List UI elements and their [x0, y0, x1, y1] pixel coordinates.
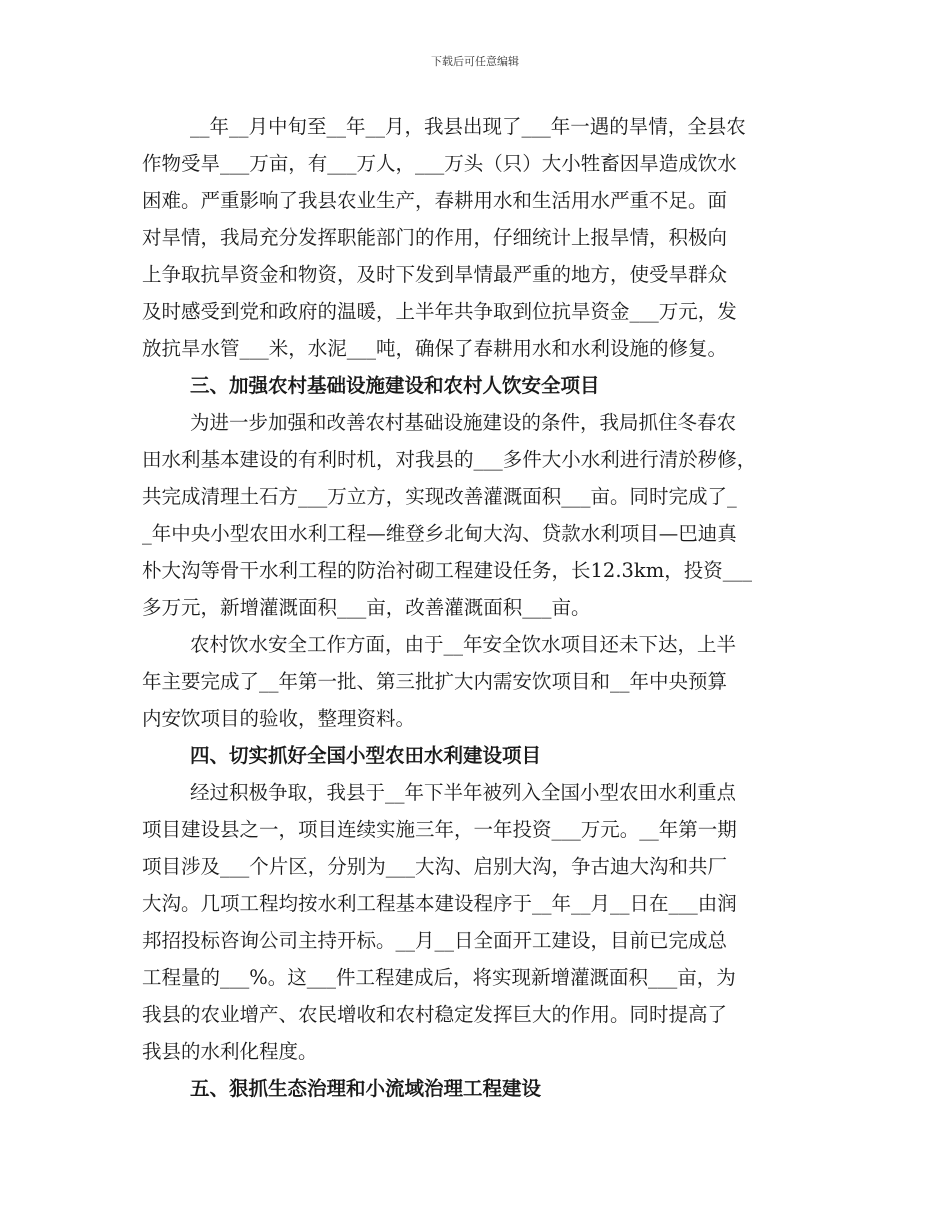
paragraph-line: _年中央小型农田水利工程—维登乡北甸大沟、贷款水利项目—巴迪真 [142, 522, 737, 545]
paragraph-line: 年主要完成了__年第一批、第三批扩大内需安饮项目和__年中央预算 [142, 670, 728, 693]
paragraph-line: 多万元，新增灌溉面积___亩，改善灌溉面积___亩。 [142, 596, 591, 619]
paragraph-line: 田水利基本建设的有利时机，对我县的___多件大小水利进行清於秽修， [142, 448, 757, 471]
paragraph-line: 困难。严重影响了我县农业生产，春耕用水和生活用水严重不足。面 [142, 189, 728, 212]
paragraph-line: 农村饮水安全工作方面，由于__年安全饮水项目还未下达，上半 [190, 633, 737, 656]
paragraph-line: 及时感受到党和政府的温暖，上半年共争取到位抗旱资金___万元，发 [142, 300, 737, 323]
paragraph-line: 共完成清理土石方___万立方，实现改善灌溉面积___亩。同时完成了_ [142, 485, 737, 508]
paragraph-line: 对旱情，我局充分发挥职能部门的作用，仔细统计上报旱情，积极向 [142, 226, 728, 249]
paragraph-line: __年__月中旬至__年__月，我县出现了___年一遇的旱情，全县农 [190, 115, 746, 138]
paragraph-line: 为进一步加强和改善农村基础设施建设的条件，我局抓住冬春农 [190, 411, 737, 434]
paragraph-line: 工程量的___%。这___件工程建成后，将实现新增灌溉面积___亩，为 [142, 966, 736, 989]
paragraph-line: 项目涉及___个片区，分别为___大沟、启别大沟，争古迪大沟和共厂 [142, 855, 728, 878]
paragraph-line: 项目建设县之一，项目连续实施三年，一年投资___万元。__年第一期 [142, 818, 737, 841]
paragraph-line: 内安饮项目的验收，整理资料。 [142, 707, 416, 730]
paragraph-line: 经过积极争取，我县于__年下半年被列入全国小型农田水利重点 [190, 781, 737, 804]
paragraph-line: 我县的农业增产、农民增收和农村稳定发挥巨大的作用。同时提高了 [142, 1003, 728, 1026]
section-heading: 三、加强农村基础设施建设和农村人饮安全项目 [190, 374, 600, 397]
paragraph-line: 朴大沟等骨干水利工程的防治衬砌工程建设任务，长12.3km，投资___ [142, 559, 752, 582]
paragraph-line: 邦招投标咨询公司主持开标。__月__日全面开工建设，目前已完成总 [142, 929, 728, 952]
paragraph-line: 作物受旱___万亩，有___万人，___万头（只）大小牲畜因旱造成饮水 [142, 152, 737, 175]
paragraph-line: 大沟。几项工程均按水利工程基本建设程序于__年__月__日在___由润 [142, 892, 737, 915]
paragraph-line: 上争取抗旱资金和物资，及时下发到旱情最严重的地方，使受旱群众 [142, 263, 728, 286]
section-heading: 五、狠抓生态治理和小流域治理工程建设 [190, 1077, 542, 1100]
paragraph-line: 放抗旱水管___米，水泥___吨，确保了春耕用水和水利设施的修复。 [142, 337, 728, 360]
page-header: 下载后可任意编辑 [431, 55, 519, 68]
paragraph-line: 我县的水利化程度。 [142, 1040, 318, 1063]
section-heading: 四、切实抓好全国小型农田水利建设项目 [190, 744, 542, 767]
